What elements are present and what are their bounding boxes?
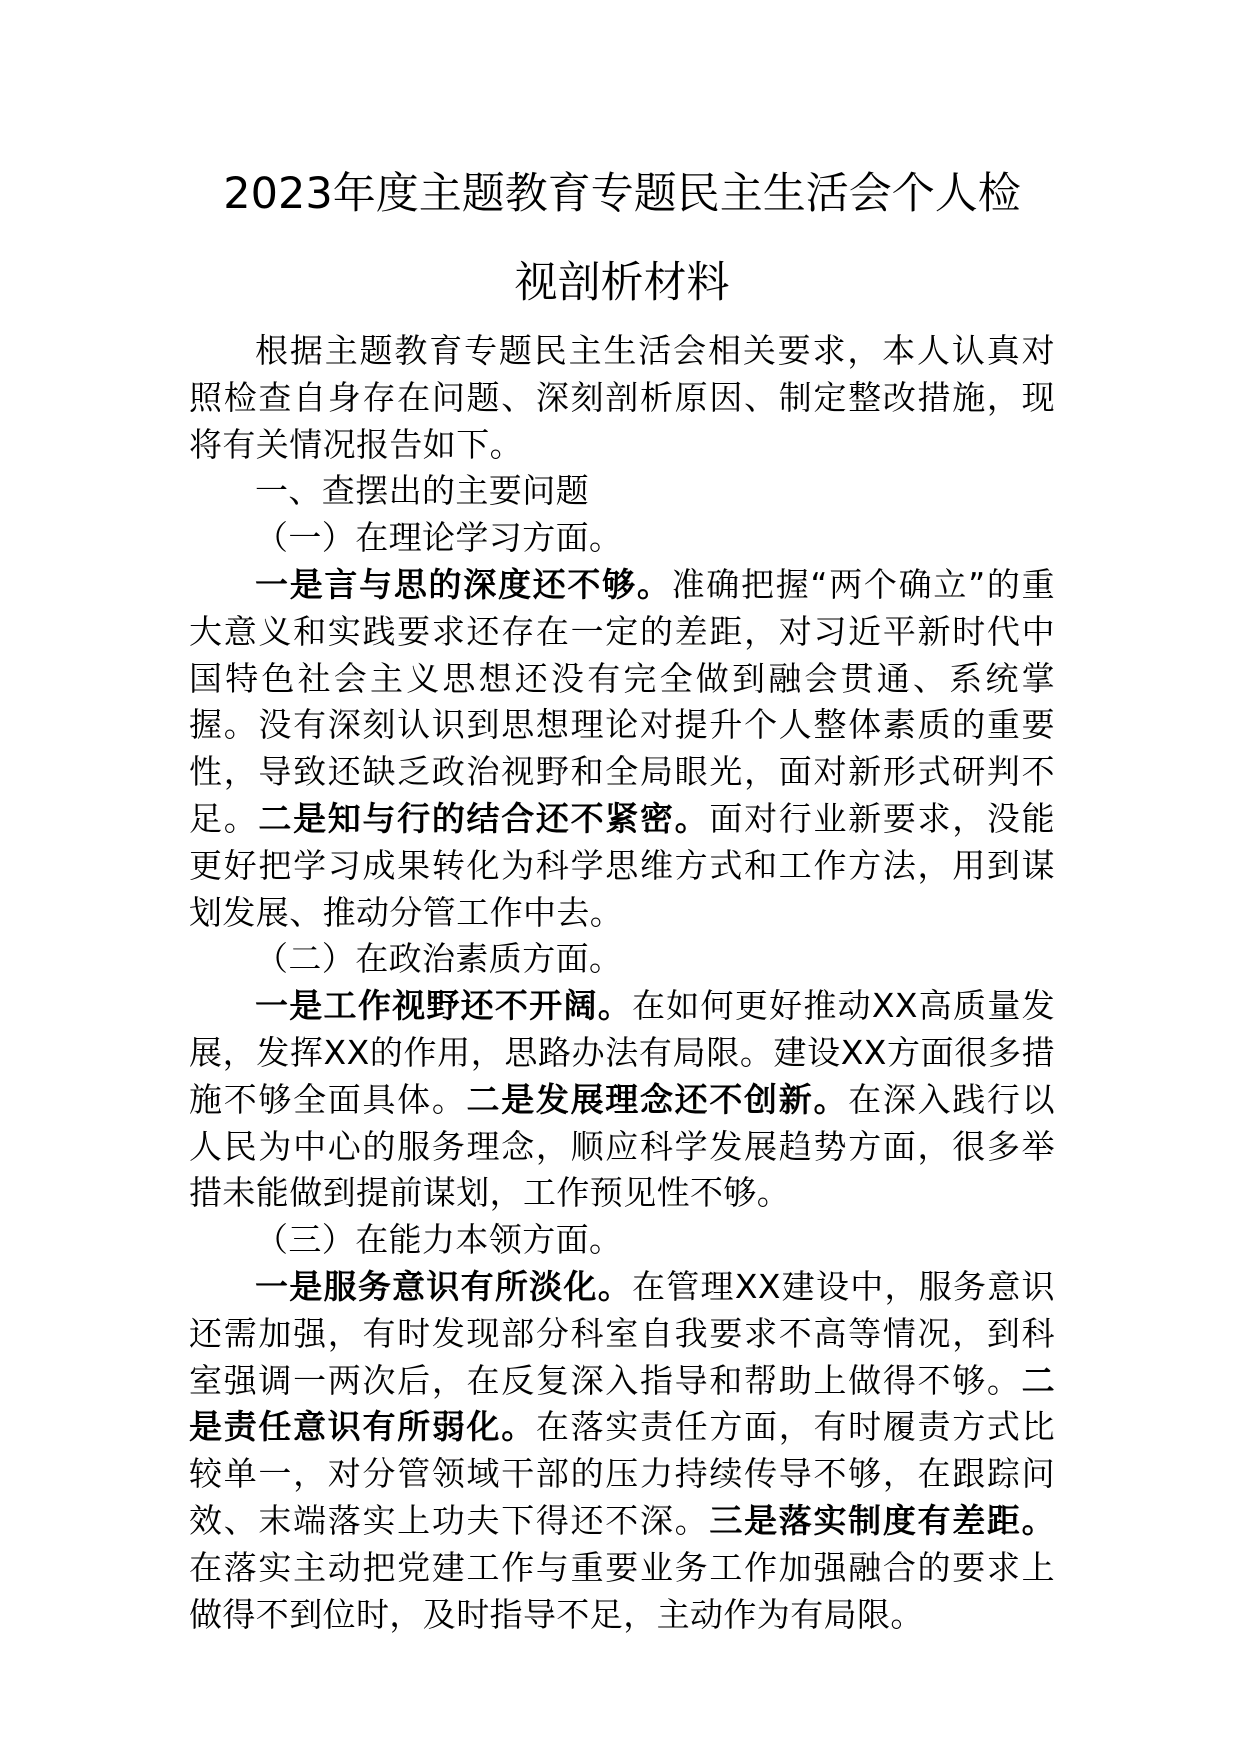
- point-3-1-text: 在管理XX建设中，服务意识还需加强，有时发现部分科室自我要求不高等情况，到科室强调一两次后，在反复深入指导和帮助上做得不够。: [189, 1266, 1055, 1400]
- point-1-2-text: 面对行业新要求，没能更好把学习成果转化为科学思维方式和工作方法，用到谋划发展、推动分管工作中去。: [189, 798, 1055, 932]
- title-line-2: 视剖析材料: [514, 258, 730, 308]
- section-heading-1: 一、查摆出的主要问题: [255, 471, 589, 511]
- title-line-1: 2023年度主题教育专题民主生活会个人检: [223, 169, 1021, 219]
- point-3-3-lead: 三是落实制度有差距。: [709, 1500, 1056, 1540]
- point-2-1-lead: 一是工作视野还不开阔。: [255, 986, 632, 1026]
- point-2-2-text: 在深入践行以人民为中心的服务理念，顺应科学发展趋势方面，很多举措未能做到提前谋划，工作预见性不够。: [189, 1079, 1055, 1213]
- point-1-1-lead: 一是言与思的深度还不够。: [255, 564, 672, 604]
- point-1-1-text: 准确把握“两个确立”的重大意义和实践要求还存在一定的差距，对习近平新时代中国特色社会主义思想还没有完全做到融会贯通、系统掌握。没有深刻认识到思想理论对提升个人整体素质的重要性，导致还缺乏政治视野和全局眼光，面对新形式研判不足。: [189, 564, 1055, 838]
- point-2-1-text: 在如何更好推动XX高质量发展，发挥XX的作用，思路办法有局限。建设XX方面很多措施不够全面具体。: [189, 986, 1055, 1119]
- subsection-2-paragraph: [189, 983, 1055, 1217]
- point-1-2-lead: 二是知与行的结合还不紧密。: [258, 798, 710, 838]
- document-title: [189, 150, 1055, 328]
- point-3-2-text: 在落实责任方面，有时履责方式比较单一，对分管领域干部的压力持续传导不够，在跟踪问效、末端落实上功夫下得还不深。: [189, 1407, 1056, 1540]
- document-body: [189, 328, 1055, 1638]
- point-3-2-lead: 二是责任意识有所弱化。: [189, 1360, 1055, 1447]
- subsection-1-paragraph: [189, 562, 1055, 936]
- subsection-heading-2: （二）在政治素质方面。: [255, 939, 623, 979]
- point-3-3-text: 在落实主动把党建工作与重要业务工作加强融合的要求上做得不到位时，及时指导不足，主动作为有局限。: [189, 1547, 1055, 1634]
- subsection-heading-3: （三）在能力本领方面。: [255, 1220, 623, 1260]
- subsection-3-paragraph: [189, 1264, 1055, 1638]
- intro-paragraph: 根据主题教育专题民主生活会相关要求，本人认真对照检查自身存在问题、深刻剖析原因、制定整改措施，现将有关情况报告如下。: [189, 331, 1055, 464]
- subsection-heading-1: （一）在理论学习方面。: [255, 518, 623, 558]
- point-3-1-lead: 一是服务意识有所淡化。: [255, 1266, 632, 1306]
- point-2-2-lead: 二是发展理念还不创新。: [466, 1079, 849, 1119]
- document-page: [189, 150, 1055, 1638]
